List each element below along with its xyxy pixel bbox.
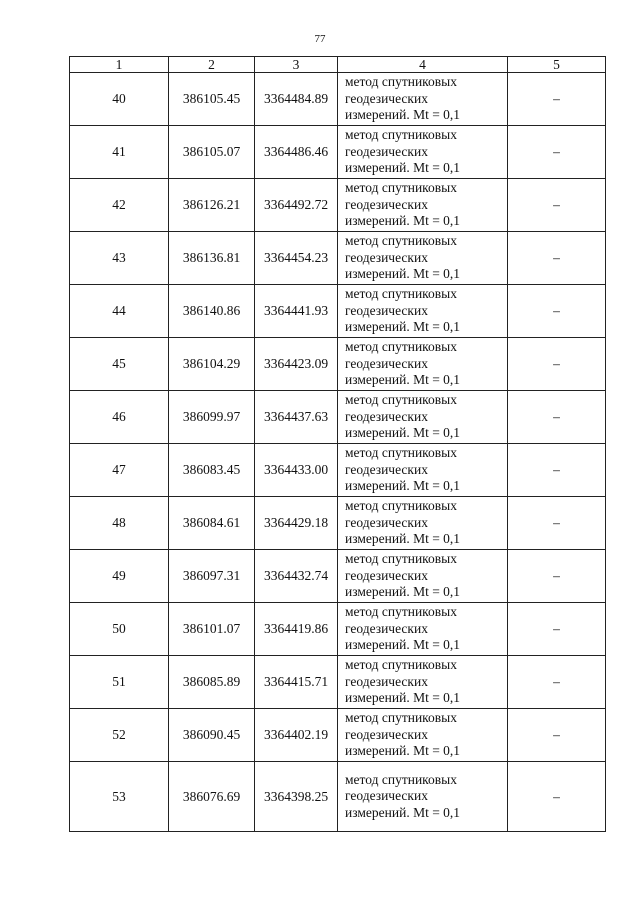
x-coordinate-cell: 386076.69	[169, 762, 255, 832]
y-coordinate-cell: 3364402.19	[255, 709, 338, 762]
x-coordinate-cell: 386126.21	[169, 179, 255, 232]
x-coordinate-cell: 386105.07	[169, 126, 255, 179]
method-line: измерений. Mt = 0,1	[345, 213, 461, 229]
method-cell	[338, 179, 508, 232]
method-line: метод спутниковых	[345, 286, 457, 302]
method-cell	[338, 126, 508, 179]
point-number-cell: 40	[70, 73, 169, 126]
point-number-cell: 47	[70, 444, 169, 497]
x-coordinate-cell: 386105.45	[169, 73, 255, 126]
table-row	[70, 497, 606, 550]
note-cell: –	[508, 285, 606, 338]
point-number-cell: 51	[70, 656, 169, 709]
point-number-cell: 53	[70, 762, 169, 832]
method-line: измерений. Mt = 0,1	[345, 478, 461, 494]
note-cell: –	[508, 73, 606, 126]
table-row	[70, 126, 606, 179]
column-header: 5	[508, 57, 606, 73]
x-coordinate-cell: 386101.07	[169, 603, 255, 656]
method-line: измерений. Mt = 0,1	[345, 160, 461, 176]
point-number-cell: 46	[70, 391, 169, 444]
y-coordinate-cell: 3364398.25	[255, 762, 338, 832]
y-coordinate-cell: 3364419.86	[255, 603, 338, 656]
note-cell: –	[508, 762, 606, 832]
method-line: измерений. Mt = 0,1	[345, 531, 461, 547]
method-cell	[338, 285, 508, 338]
method-line: геодезических	[345, 90, 428, 106]
method-line: геодезических	[345, 408, 428, 424]
point-number-cell: 45	[70, 338, 169, 391]
x-coordinate-cell: 386099.97	[169, 391, 255, 444]
note-cell: –	[508, 550, 606, 603]
method-line: измерений. Mt = 0,1	[345, 107, 461, 123]
x-coordinate-cell: 386136.81	[169, 232, 255, 285]
method-line: геодезических	[345, 196, 428, 212]
point-number-cell: 49	[70, 550, 169, 603]
method-cell	[338, 497, 508, 550]
x-coordinate-cell: 386097.31	[169, 550, 255, 603]
x-coordinate-cell: 386104.29	[169, 338, 255, 391]
coordinates-table	[69, 56, 606, 832]
method-cell	[338, 762, 508, 832]
note-cell: –	[508, 391, 606, 444]
table-row	[70, 550, 606, 603]
note-cell: –	[508, 232, 606, 285]
x-coordinate-cell: 386083.45	[169, 444, 255, 497]
method-line: геодезических	[345, 726, 428, 742]
method-line: метод спутниковых	[345, 127, 457, 143]
note-cell: –	[508, 126, 606, 179]
method-line: метод спутниковых	[345, 551, 457, 567]
method-cell	[338, 603, 508, 656]
y-coordinate-cell: 3364433.00	[255, 444, 338, 497]
method-line: геодезических	[345, 673, 428, 689]
point-number-cell: 44	[70, 285, 169, 338]
table-row	[70, 709, 606, 762]
point-number-cell: 52	[70, 709, 169, 762]
table-header-row	[70, 57, 606, 73]
y-coordinate-cell: 3364486.46	[255, 126, 338, 179]
method-line: измерений. Mt = 0,1	[345, 372, 461, 388]
column-header: 4	[338, 57, 508, 73]
method-line: геодезических	[345, 514, 428, 530]
method-line: метод спутниковых	[345, 74, 457, 90]
table-row	[70, 762, 606, 832]
y-coordinate-cell: 3364492.72	[255, 179, 338, 232]
x-coordinate-cell: 386140.86	[169, 285, 255, 338]
method-cell	[338, 709, 508, 762]
method-line: измерений. Mt = 0,1	[345, 637, 461, 653]
table-row	[70, 73, 606, 126]
table-row	[70, 603, 606, 656]
page-number: 77	[314, 33, 326, 45]
note-cell: –	[508, 709, 606, 762]
point-number-cell: 48	[70, 497, 169, 550]
method-line: измерений. Mt = 0,1	[345, 584, 461, 600]
method-line: геодезических	[345, 567, 428, 583]
method-line: метод спутниковых	[345, 604, 457, 620]
column-header: 1	[70, 57, 169, 73]
method-cell	[338, 444, 508, 497]
note-cell: –	[508, 444, 606, 497]
x-coordinate-cell: 386090.45	[169, 709, 255, 762]
table-row	[70, 391, 606, 444]
method-line: измерений. Mt = 0,1	[345, 266, 461, 282]
table-row	[70, 179, 606, 232]
y-coordinate-cell: 3364429.18	[255, 497, 338, 550]
method-cell	[338, 656, 508, 709]
method-line: геодезических	[345, 620, 428, 636]
method-line: метод спутниковых	[345, 392, 457, 408]
table-row	[70, 338, 606, 391]
method-line: измерений. Mt = 0,1	[345, 743, 461, 759]
method-line: метод спутниковых	[345, 445, 457, 461]
method-line: геодезических	[345, 461, 428, 477]
y-coordinate-cell: 3364454.23	[255, 232, 338, 285]
y-coordinate-cell: 3364437.63	[255, 391, 338, 444]
method-line: метод спутниковых	[345, 498, 457, 514]
method-line: геодезических	[345, 355, 428, 371]
point-number-cell: 43	[70, 232, 169, 285]
x-coordinate-cell: 386084.61	[169, 497, 255, 550]
y-coordinate-cell: 3364441.93	[255, 285, 338, 338]
method-line: измерений. Mt = 0,1	[345, 804, 461, 820]
method-cell	[338, 391, 508, 444]
method-line: метод спутниковых	[345, 339, 457, 355]
method-line: метод спутниковых	[345, 657, 457, 673]
table-row	[70, 232, 606, 285]
point-number-cell: 50	[70, 603, 169, 656]
method-line: геодезических	[345, 143, 428, 159]
x-coordinate-cell: 386085.89	[169, 656, 255, 709]
column-header: 3	[255, 57, 338, 73]
point-number-cell: 42	[70, 179, 169, 232]
method-line: измерений. Mt = 0,1	[345, 319, 461, 335]
method-line: измерений. Mt = 0,1	[345, 425, 461, 441]
method-line: метод спутниковых	[345, 233, 457, 249]
method-cell	[338, 550, 508, 603]
note-cell: –	[508, 603, 606, 656]
table-row	[70, 444, 606, 497]
method-line: измерений. Mt = 0,1	[345, 690, 461, 706]
method-line: метод спутниковых	[345, 771, 457, 787]
column-header: 2	[169, 57, 255, 73]
method-cell	[338, 232, 508, 285]
table-row	[70, 285, 606, 338]
y-coordinate-cell: 3364423.09	[255, 338, 338, 391]
note-cell: –	[508, 179, 606, 232]
method-line: геодезических	[345, 249, 428, 265]
table-row	[70, 656, 606, 709]
method-line: метод спутниковых	[345, 180, 457, 196]
point-number-cell: 41	[70, 126, 169, 179]
method-line: метод спутниковых	[345, 710, 457, 726]
method-cell	[338, 338, 508, 391]
y-coordinate-cell: 3364415.71	[255, 656, 338, 709]
method-line: геодезических	[345, 788, 428, 804]
y-coordinate-cell: 3364432.74	[255, 550, 338, 603]
note-cell: –	[508, 497, 606, 550]
y-coordinate-cell: 3364484.89	[255, 73, 338, 126]
method-line: геодезических	[345, 302, 428, 318]
note-cell: –	[508, 338, 606, 391]
method-cell	[338, 73, 508, 126]
note-cell: –	[508, 656, 606, 709]
